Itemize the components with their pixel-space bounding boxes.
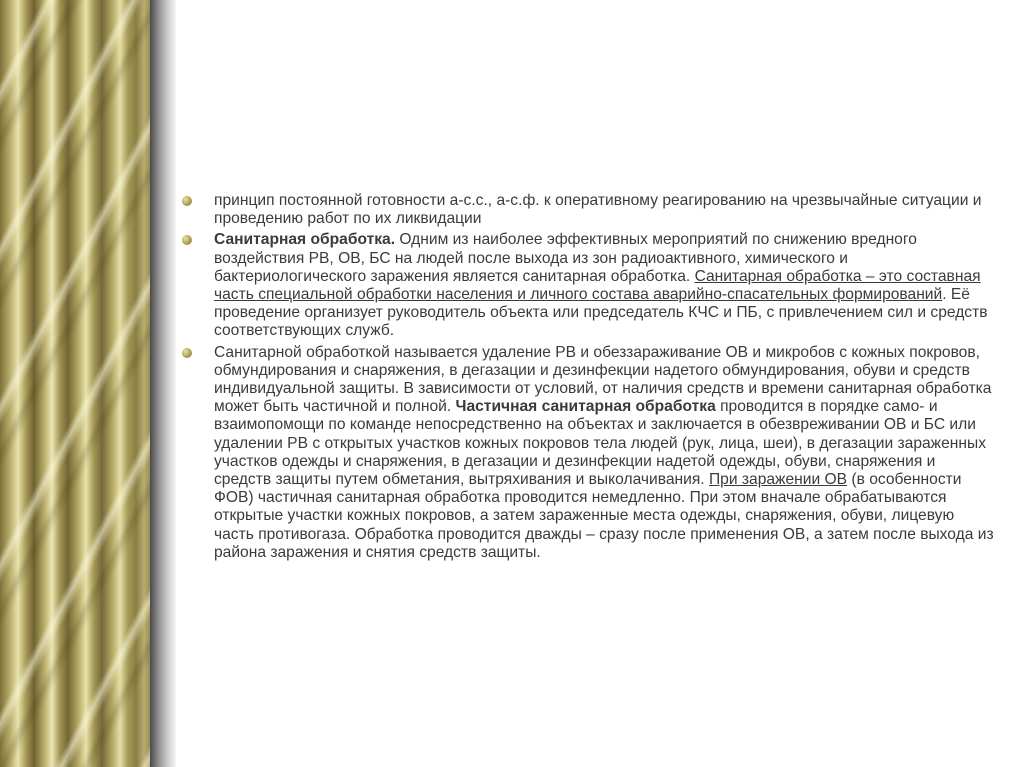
bullet-item-readiness bbox=[180, 192, 995, 228]
bullet-item-definition bbox=[180, 344, 995, 562]
bullet-text-cont: . Её проведение организует руководитель объекта или председатель КЧС и ПБ, с привлечением сил и средств соответствующих служб. bbox=[214, 286, 988, 340]
bullet-text: Одним из наиболее эффективных мероприятий по снижению вредного воздействия РВ, ОВ, БС на людей после выхода из зон радиоактивного, химического и бактериологического заражения является санитарная обработка. bbox=[214, 231, 917, 285]
bullet-text: принцип постоянной готовности а-с.с., а-с.ф. к оперативному реагированию на чрезвычайные ситуации и проведению работ по их ликвидации bbox=[214, 192, 982, 228]
bullet-icon bbox=[182, 348, 192, 358]
slide-content bbox=[180, 192, 995, 562]
decorative-gold-border bbox=[0, 0, 150, 767]
bold-term: Частичная санитарная обработка bbox=[455, 398, 716, 416]
bullet-text-end: (в особенности ФОВ) частичная санитарная обработка проводится немедленно. При этом вначале обрабатываются открытые участки кожных покровов, а затем зараженные места одежды, снаряжения, обуви, лицевую часть противогаза. Обработка проводится дважды – сразу после применения ОВ, а затем после выхода из района заражения и снятия средств защиты. bbox=[214, 471, 994, 561]
underlined-phrase: При заражении ОВ bbox=[708, 471, 848, 489]
bullet-text-cont: проводится в порядке само- и взаимопомощи по команде непосредственно на объектах и заключается в обезвреживании ОВ и БС или удалении РВ с открытых участков кожных покровов тела людей (рук, лица, шеи), в дегазации зараженных участков одежды и снаряжения, в дегазации и дезинфекции надетой одежды, обуви, снаряжения и средств защиты путем обметания, вытряхивания и выколачивания. bbox=[214, 398, 987, 489]
bold-lead: Санитарная обработка. bbox=[214, 231, 396, 249]
border-shadow bbox=[150, 0, 176, 767]
bullet-icon bbox=[182, 235, 192, 245]
bullet-item-sanitary-treatment bbox=[180, 231, 995, 340]
bullet-icon bbox=[182, 196, 192, 206]
bullet-text: Санитарной обработкой называется удаление РВ и обеззараживание ОВ и микробов с кожных покровов, обмундирования и снаряжения, в дегазации и дезинфекции надетого обмундирования, обуви и средств индивидуальной защиты. В зависимости от условий, от наличия средств и времени санитарная обработка может быть частичной и полной. bbox=[214, 343, 992, 416]
bullet-list bbox=[180, 192, 995, 562]
underlined-definition: Санитарная обработка – это составная часть специальной обработки населения и личного состава аварийно-спасательных формирований bbox=[214, 267, 981, 304]
